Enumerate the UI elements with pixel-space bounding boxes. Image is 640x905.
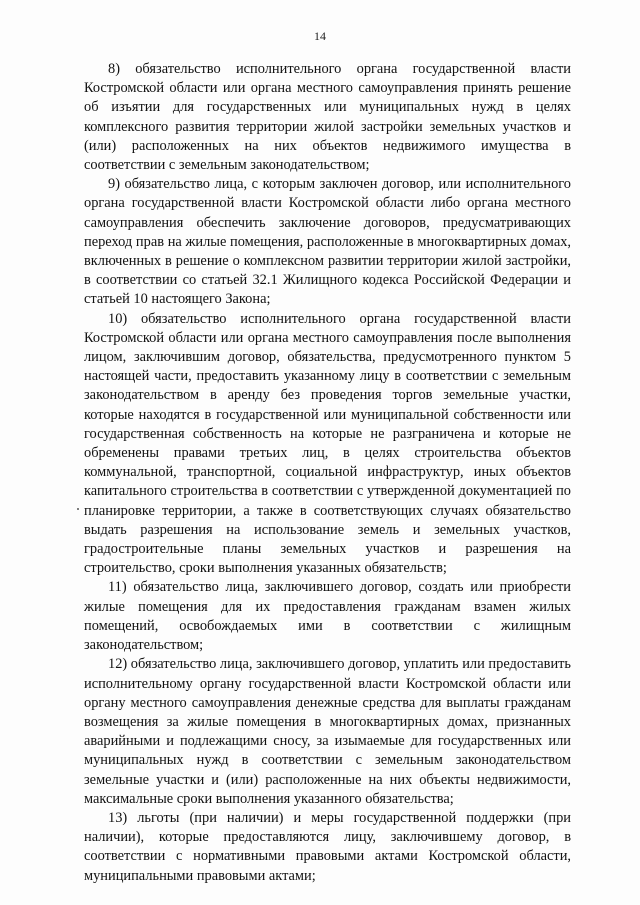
scan-speck bbox=[77, 508, 79, 510]
paragraph-item-8: 8) обязательство исполнительного органа государственной власти Костромской области или органа местного самоуправления принять решение об изъятии для государственных или муниципальных нужд в целях комплексного развития территории жилой застройки земельных участков и (или) расположенных на них объектов недвижимого имущества в соответствии с земельным законодательством; bbox=[84, 61, 571, 174]
document-body bbox=[84, 60, 571, 886]
paragraph-item-10: 10) обязательство исполнительного органа государственной власти Костромской области или органа местного самоуправления после выполнения лицом, заключившим договор, обязательства, предусмотренного пунктом 5 настоящей части, предоставить указанному лицу в соответствии с земельным законодательством в аренду без проведения торгов земельные участки, которые находятся в государственной или муниципальной собственности или государственная собственность на которые не разграничена и которые не обременены правами третьих лиц, в целях строительства объектов коммунальной, транспортной, социальной инфраструктур, иных объектов капитального строительства в соответствии с утвержденной документацией по планировке территории, а также в соответствующих случаях обязательство выдать разрешения на использование земель и земельных участков, градостроительные планы земельных участков и разрешения на строительство, сроки выполнения указанных обязательств; bbox=[84, 310, 571, 577]
paragraph-item-12: 12) обязательство лица, заключившего договор, уплатить или предоставить исполнительному органу государственной власти Костромской области или органу местного самоуправления денежные средства для выплаты гражданам возмещения за жилые помещения в многоквартирных домах, признанных аварийными и подлежащими сносу, за изымаемые для государственных или муниципальных нужд в соответствии с земельным законодательством земельные участки и (или) расположенные на них объекты недвижимости, максимальные сроки выполнения указанного обязательства; bbox=[84, 656, 571, 807]
paragraph-item-11: 11) обязательство лица, заключившего договор, создать или приобрести жилые помещения для их предоставления гражданам взамен жилых помещений, освобождаемых ими в соответствии с жилищным законодательством; bbox=[84, 579, 571, 654]
paragraph-item-13: 13) льготы (при наличии) и меры государственной поддержки (при наличии), которые предоставляются лицу, заключившему договор, в соответствии с нормативными правовыми актами Костромской области, муниципальными правовыми актами; bbox=[84, 809, 571, 884]
paragraph-item-9: 9) обязательство лица, с которым заключен договор, или исполнительного органа государственной власти Костромской области либо органа местного самоуправления обеспечить заключение договоров, предусматривающих переход прав на жилые помещения, расположенные в многоквартирных домах, включенных в решение о комплексном развитии территории жилой застройки, в соответствии со статьей 32.1 Жилищного кодекса Российской Федерации и статьей 10 настоящего Закона; bbox=[84, 176, 571, 308]
page-number: 14 bbox=[314, 29, 326, 43]
